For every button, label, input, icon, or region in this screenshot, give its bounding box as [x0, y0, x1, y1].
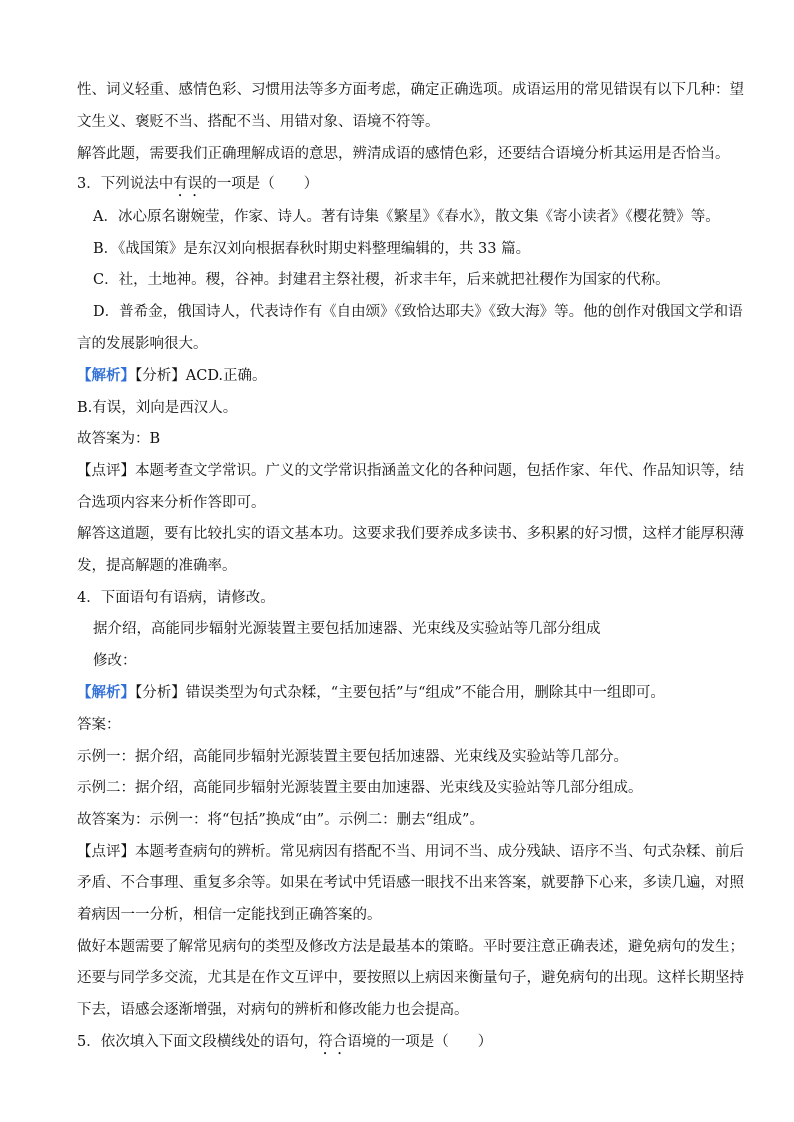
comment-line: 合选项内容来分析作答即可。: [77, 495, 266, 511]
answer-label: 答案：: [77, 717, 121, 733]
text-line: 性、词义轻重、感情色彩、习惯用法等多方面考虑，确定正确选项。成语运用的常见错误有以下几种：望: [77, 82, 744, 98]
q3-emphasis: 有误: [173, 176, 203, 192]
comment-line: 【点评】本题考查病句的辨析。常见病因有搭配不当、用词不当、成分残缺、语序不当、句式杂糅、前后: [77, 844, 744, 860]
q5-emphasis: 符合: [318, 1034, 348, 1050]
comment-line: 解答这道题，要有比较扎实的语文基本功。这要求我们要养成多读书、多积累的好习惯，这样才能厚积薄: [77, 526, 744, 542]
comment-line: 着病因一一分析，相信一定能找到正确答案的。: [77, 907, 382, 923]
comment-line: 做好本题需要了解常见病句的类型及修改方法是最基本的策略。平时要注意正确表述，避免病句的发生；: [77, 939, 744, 955]
example-line: 示例二：据介绍，高能同步辐射光源装置主要由加速器、光束线及实验站等几部分组成。: [77, 780, 643, 796]
comment-line: 发，提高解题的准确率。: [77, 558, 237, 574]
q3-prefix: 3．下列说法中: [77, 176, 174, 192]
analysis-text: 【分析】ACD.正确。: [135, 368, 267, 384]
text-line: B.有误，刘向是西汉人。: [77, 400, 238, 416]
text-line: 文生义、褒贬不当、搭配不当、用错对象、语境不符等。: [77, 114, 440, 130]
comment-line: 矛盾、不合事理、重复多余等。如果在考试中凭语感一眼找不出来答案，就要静下心来，多读几遍，对照: [77, 875, 744, 891]
q5-prefix: 5．依次填入下面文段横线处的语句，: [77, 1034, 319, 1050]
text-line: 解答此题，需要我们正确理解成语的意思，辨清成语的感情色彩，还要结合语境分析其运用是否恰当。: [77, 146, 730, 162]
question-3-stem: [77, 174, 777, 200]
answer-line: 故答案为：示例一：将“包括”换成“由”。示例二：删去“组成”。: [77, 812, 484, 828]
question-4-stem: 4．下面语句有语病，请修改。: [77, 590, 275, 606]
question-5-stem: [77, 1032, 777, 1058]
comment-line: 还要与同学多交流，尤其是在作文互评中，要按照以上病因来衡量句子，避免病句的出现。这样长期坚持: [77, 970, 744, 986]
analysis-text: 【分析】错误类型为句式杂糅，“主要包括”与“组成”不能合用，删除其中一组即可。: [135, 685, 665, 701]
modify-label: 修改：: [93, 653, 137, 669]
comment-line: 【点评】本题考查文学常识。广义的文学常识指涵盖文化的各种问题，包括作家、年代、作品知识等，结: [77, 463, 744, 479]
option-d-continued: 言的发展影响很大。: [77, 336, 208, 352]
comment-line: 下去，语感会逐渐增强，对病句的辨析和修改能力也会提高。: [77, 1002, 469, 1018]
analysis-tag: 【解析】: [77, 684, 135, 701]
q5-suffix: 语境的一项是（ ）: [347, 1034, 493, 1050]
q3-suffix: 的一项是（ ）: [202, 176, 319, 192]
option-c: C．社，土地神。稷，谷神。封建君主祭社稷，祈求丰年，后来就把社稷作为国家的代称。: [93, 272, 670, 288]
answer-line: 故答案为：B: [77, 431, 161, 447]
analysis-line: [77, 366, 777, 386]
option-a: A．冰心原名谢婉莹，作家、诗人。著有诗集《繁星》《春水》，散文集《寄小读者》《樱花赞》等。: [93, 209, 720, 225]
analysis-tag: 【解析】: [77, 367, 135, 384]
analysis-line: [77, 683, 777, 703]
option-d: D．普希金，俄国诗人，代表诗作有《自由颂》《致恰达耶夫》《致大海》等。他的创作对俄国文学和语: [93, 304, 743, 320]
option-b: B．《战国策》是东汉刘向根据春秋时期史料整理编辑的，共 33 篇。: [93, 241, 531, 257]
faulty-sentence: 据介绍，高能同步辐射光源装置主要包括加速器、光束线及实验站等几部分组成: [93, 621, 601, 637]
example-line: 示例一：据介绍，高能同步辐射光源装置主要包括加速器、光束线及实验站等几部分。: [77, 749, 628, 765]
